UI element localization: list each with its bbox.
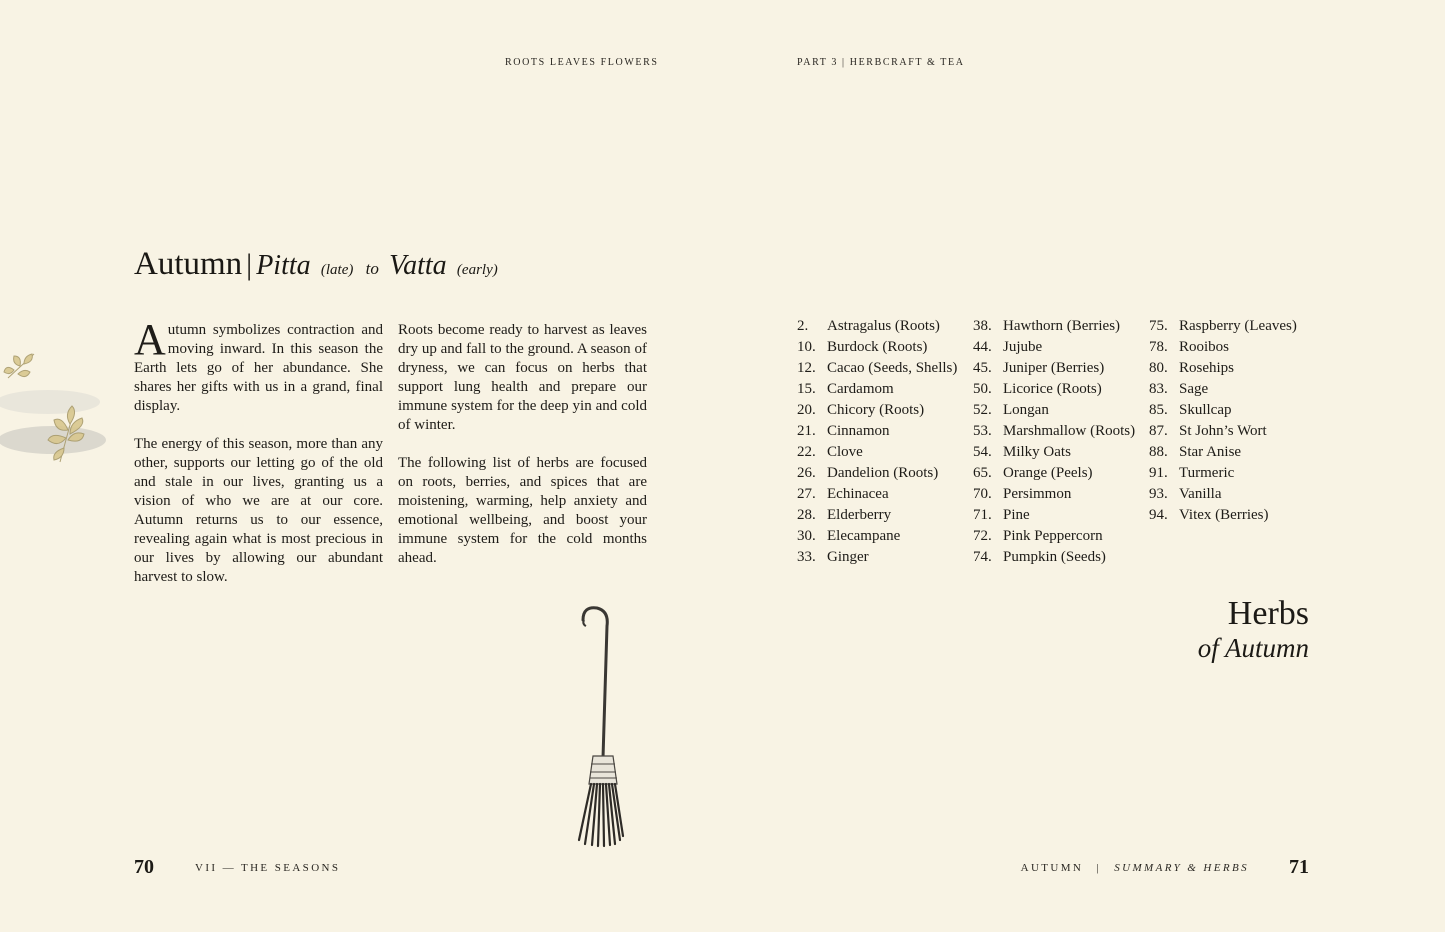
title-separator: | bbox=[246, 248, 253, 281]
herb-name: Cacao (Seeds, Shells) bbox=[827, 360, 958, 376]
herb-list-item bbox=[973, 379, 1135, 400]
herb-name: Longan bbox=[1003, 402, 1049, 418]
herb-list-item bbox=[797, 421, 957, 442]
herb-number: 15. bbox=[797, 381, 816, 397]
herb-number: 94. bbox=[1149, 507, 1168, 523]
herb-list-item bbox=[797, 505, 957, 526]
herb-number: 22. bbox=[797, 444, 816, 460]
herb-list-item bbox=[973, 400, 1135, 421]
herb-name: Elderberry bbox=[827, 507, 892, 523]
title-dosha2: Vatta bbox=[389, 250, 447, 281]
herbs-heading-line1: Herbs bbox=[1227, 595, 1309, 632]
herb-name: Raspberry (Leaves) bbox=[1179, 318, 1297, 334]
herb-name: Burdock (Roots) bbox=[827, 339, 928, 355]
col1-p1-text: utumn symbolizes contraction and moving inward. In this season the Earth lets go of her abundance. She shares her gifts with us in a grand, final display. bbox=[134, 322, 383, 414]
herb-list-column-1 bbox=[797, 316, 957, 568]
left-page-number: 70 bbox=[134, 856, 154, 878]
herb-name: Dandelion (Roots) bbox=[827, 465, 939, 481]
herbs-heading bbox=[1198, 596, 1309, 664]
herb-number: 93. bbox=[1149, 486, 1168, 502]
herb-name: Persimmon bbox=[1003, 486, 1072, 502]
drop-cap: A bbox=[134, 315, 166, 364]
herb-name: Cardamom bbox=[827, 381, 894, 397]
herb-list-item bbox=[973, 484, 1135, 505]
herb-list-item bbox=[797, 379, 957, 400]
herb-list-column-2 bbox=[973, 316, 1135, 568]
herb-name: Hawthorn (Berries) bbox=[1003, 318, 1121, 334]
herb-list-item bbox=[797, 442, 957, 463]
herb-number: 38. bbox=[973, 318, 992, 334]
herb-number: 78. bbox=[1149, 339, 1168, 355]
herb-number: 27. bbox=[797, 486, 816, 502]
herb-name: Skullcap bbox=[1179, 402, 1232, 418]
col1-paragraph-1 bbox=[134, 315, 383, 416]
herb-name: Orange (Peels) bbox=[1003, 465, 1093, 481]
herb-name: Licorice (Roots) bbox=[1003, 381, 1102, 397]
herb-number: 30. bbox=[797, 528, 816, 544]
herb-number: 26. bbox=[797, 465, 816, 481]
herb-list-item bbox=[1149, 505, 1297, 526]
herb-number: 20. bbox=[797, 402, 816, 418]
herb-list-item bbox=[797, 316, 957, 337]
herb-list-item bbox=[973, 442, 1135, 463]
right-footer-title: AUTUMN bbox=[1020, 862, 1084, 874]
herb-number: 91. bbox=[1149, 465, 1168, 481]
herb-name: Jujube bbox=[1003, 339, 1043, 355]
broom-illustration bbox=[565, 600, 635, 850]
herb-number: 28. bbox=[797, 507, 816, 523]
title-dosha1-note: (late) bbox=[320, 262, 354, 278]
herb-list-item bbox=[1149, 421, 1297, 442]
herb-number: 50. bbox=[973, 381, 992, 397]
right-footer-separator: | bbox=[1096, 862, 1102, 874]
herb-name: Chicory (Roots) bbox=[827, 402, 925, 418]
herb-number: 53. bbox=[973, 423, 992, 439]
herb-list-item bbox=[1149, 316, 1297, 337]
title-season: Autumn bbox=[134, 246, 243, 282]
herb-list-item bbox=[797, 526, 957, 547]
title-connector: to bbox=[365, 259, 379, 278]
herb-list-item bbox=[973, 463, 1135, 484]
herb-list-column-3 bbox=[1149, 316, 1297, 526]
herbs-heading-line2: of Autumn bbox=[1197, 633, 1309, 663]
herb-list-item bbox=[797, 547, 957, 568]
body-column-2 bbox=[398, 321, 647, 587]
body-column-1 bbox=[134, 315, 383, 606]
herb-list-item bbox=[973, 547, 1135, 568]
herb-list-item bbox=[1149, 442, 1297, 463]
herb-name: Rosehips bbox=[1179, 360, 1235, 376]
herb-name: Pumpkin (Seeds) bbox=[1003, 549, 1106, 565]
herb-number: 54. bbox=[973, 444, 992, 460]
herb-list-item bbox=[1149, 400, 1297, 421]
herb-number: 70. bbox=[973, 486, 992, 502]
herb-list-item bbox=[973, 337, 1135, 358]
right-running-head: PART 3 | HERBCRAFT & TEA bbox=[797, 57, 965, 68]
herb-number: 12. bbox=[797, 360, 816, 376]
herb-name: Echinacea bbox=[827, 486, 889, 502]
left-footer-section: VII — THE SEASONS bbox=[195, 862, 341, 874]
herb-number: 72. bbox=[973, 528, 992, 544]
herb-number: 80. bbox=[1149, 360, 1168, 376]
col2-paragraph-1: Roots become ready to harvest as leaves dry up and fall to the ground. A season of dryness, we can focus on herbs that support lung health and prepare our immune system for the deep yin and cold of winter. bbox=[398, 322, 647, 433]
title-dosha1: Pitta bbox=[256, 250, 311, 281]
col2-paragraph-2: The following list of herbs are focused on roots, berries, and spices that are moistening, warming, help anxiety and emotional wellbeing, and boost your immune system for the cold months ahead. bbox=[398, 455, 647, 566]
herb-list-item bbox=[1149, 484, 1297, 505]
herb-number: 75. bbox=[1149, 318, 1168, 334]
herb-number: 10. bbox=[797, 339, 816, 355]
right-footer-italic: SUMMARY & HERBS bbox=[1114, 862, 1249, 874]
herb-list-item bbox=[973, 421, 1135, 442]
herb-number: 87. bbox=[1149, 423, 1168, 439]
herb-number: 83. bbox=[1149, 381, 1168, 397]
herb-name: Sage bbox=[1179, 381, 1209, 397]
herb-list-item bbox=[797, 337, 957, 358]
herb-name: Vanilla bbox=[1179, 486, 1222, 502]
herb-name: Juniper (Berries) bbox=[1003, 360, 1105, 376]
herb-list-item bbox=[797, 358, 957, 379]
herb-number: 21. bbox=[797, 423, 816, 439]
herb-list-item bbox=[1149, 463, 1297, 484]
herb-list-item bbox=[797, 400, 957, 421]
herb-name: Cinnamon bbox=[827, 423, 890, 439]
col1-paragraph-2: The energy of this season, more than any other, supports our letting go of the old and stale in our lives, granting us a vision of who we are at our core. Autumn returns us to our essence, revealing again what is most precious in our lives by allowing our abundant harvest to slow. bbox=[134, 436, 383, 585]
herb-number: 2. bbox=[797, 318, 809, 334]
page-title bbox=[134, 246, 500, 283]
herb-number: 52. bbox=[973, 402, 992, 418]
herb-list-item bbox=[1149, 379, 1297, 400]
herb-name: Clove bbox=[827, 444, 863, 460]
herb-list-item bbox=[973, 505, 1135, 526]
herb-name: Vitex (Berries) bbox=[1179, 507, 1269, 523]
herb-name: Ginger bbox=[827, 549, 869, 565]
herb-name: Turmeric bbox=[1179, 465, 1235, 481]
herb-name: Marshmallow (Roots) bbox=[1003, 423, 1136, 439]
herb-list-item bbox=[973, 316, 1135, 337]
herb-list-item bbox=[797, 463, 957, 484]
herb-number: 33. bbox=[797, 549, 816, 565]
herb-number: 71. bbox=[973, 507, 992, 523]
herb-number: 65. bbox=[973, 465, 992, 481]
herb-name: Pink Peppercorn bbox=[1003, 528, 1103, 544]
herb-number: 85. bbox=[1149, 402, 1168, 418]
herb-name: Rooibos bbox=[1179, 339, 1230, 355]
herb-list-item bbox=[1149, 337, 1297, 358]
herb-number: 74. bbox=[973, 549, 992, 565]
herb-list-item bbox=[797, 484, 957, 505]
title-dosha2-note: (early) bbox=[456, 262, 498, 278]
herb-name: St John’s Wort bbox=[1179, 423, 1267, 439]
herb-name: Milky Oats bbox=[1003, 444, 1071, 460]
right-footer-section bbox=[1021, 862, 1249, 874]
herb-list-item bbox=[1149, 358, 1297, 379]
herb-name: Pine bbox=[1003, 507, 1030, 523]
herb-name: Astragalus (Roots) bbox=[827, 318, 940, 334]
herb-name: Elecampane bbox=[827, 528, 901, 544]
herb-number: 88. bbox=[1149, 444, 1168, 460]
herb-list-item bbox=[973, 358, 1135, 379]
right-page-number: 71 bbox=[1289, 856, 1309, 878]
herb-list-item bbox=[973, 526, 1135, 547]
herb-number: 45. bbox=[973, 360, 992, 376]
herb-name: Star Anise bbox=[1179, 444, 1242, 460]
left-running-head: ROOTS LEAVES FLOWERS bbox=[505, 57, 659, 68]
autumn-leaves-illustration bbox=[0, 340, 110, 470]
herb-number: 44. bbox=[973, 339, 992, 355]
